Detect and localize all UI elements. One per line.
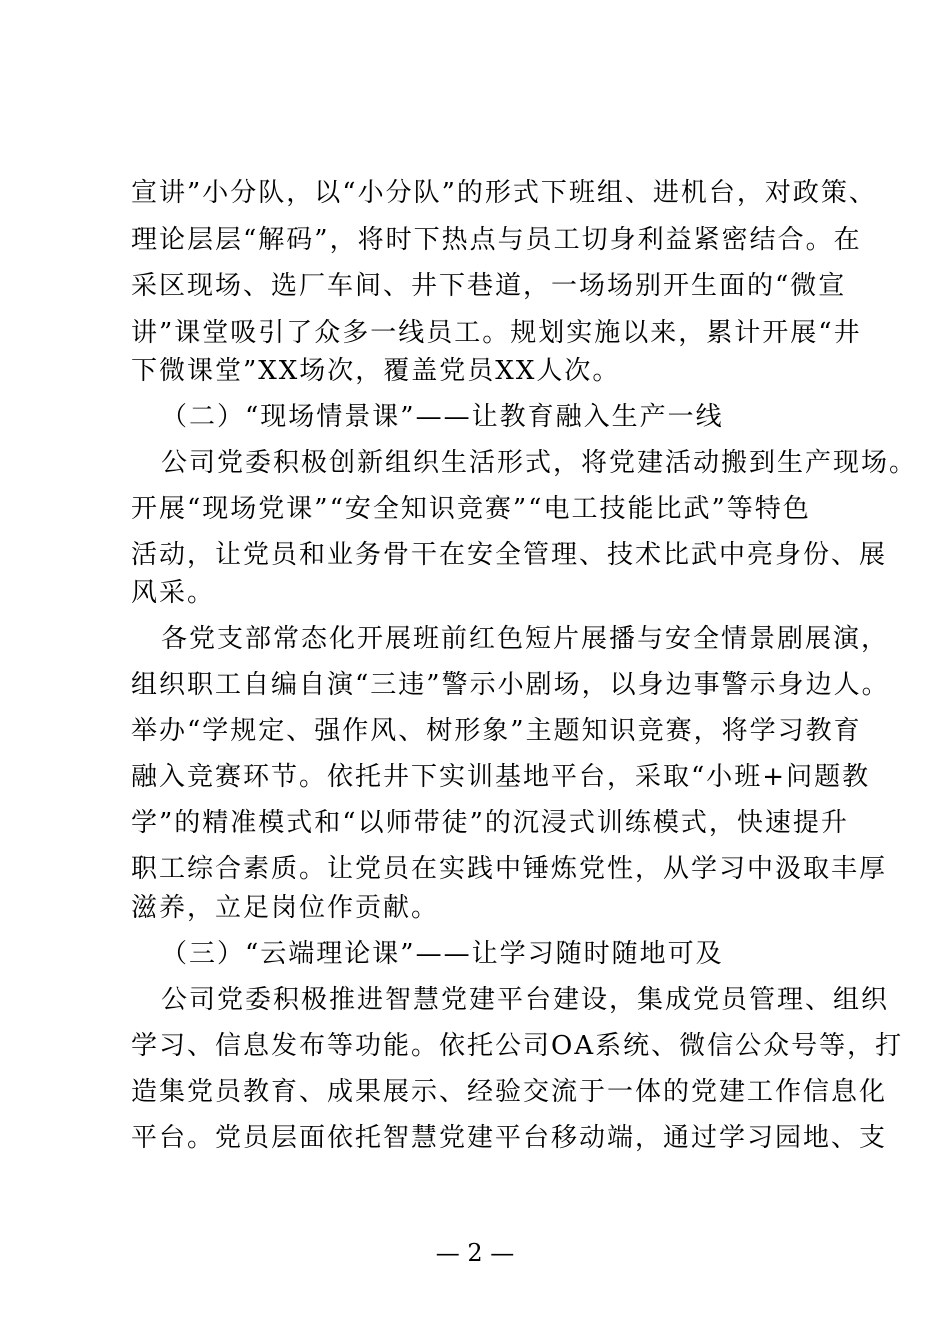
body-line: 公司党委积极创新组织生活形式，将党建活动搬到生产现场。 bbox=[161, 448, 918, 478]
body-line: 举办“学规定、强作风、树形象”主题知识竞赛，将学习教育 bbox=[131, 716, 862, 746]
body-line: 风采。 bbox=[131, 578, 216, 608]
body-line: 学习、信息发布等功能。依托公司OA系统、微信公众号等，打 bbox=[131, 1031, 904, 1061]
body-line: 讲”课堂吸引了众多一线员工。规划实施以来，累计开展“井 bbox=[131, 318, 862, 348]
page-number: — 2 — bbox=[435, 1239, 515, 1267]
body-line: 学”的精准模式和“以师带徒”的沉浸式训练模式，快速提升 bbox=[131, 808, 849, 838]
body-line: 融入竞赛环节。依托井下实训基地平台，采取“小班+问题教 bbox=[131, 762, 871, 792]
body-line: 职工综合素质。让党员在实践中锤炼党性，从学习中汲取丰厚 bbox=[131, 854, 888, 884]
body-line: 造集党员教育、成果展示、经验交流于一体的党建工作信息化 bbox=[131, 1077, 888, 1107]
body-line: 公司党委积极推进智慧党建平台建设，集成党员管理、组织 bbox=[161, 985, 890, 1015]
body-line: 下微课堂”XX场次，覆盖党员XX人次。 bbox=[131, 356, 621, 386]
body-line: 各党支部常态化开展班前红色短片展播与安全情景剧展演， bbox=[161, 624, 890, 654]
body-line: 采区现场、选厂车间、井下巷道，一场场别开生面的“微宣 bbox=[131, 271, 847, 301]
body-line: 开展“现场党课”“安全知识竞赛”“电工技能比武”等特色 bbox=[131, 494, 811, 524]
body-line: 活动，让党员和业务骨干在安全管理、技术比武中亮身份、展 bbox=[131, 540, 888, 570]
body-line: 滋养，立足岗位作贡献。 bbox=[131, 893, 440, 923]
section-heading: （二）“现场情景课”——让教育融入生产一线 bbox=[161, 402, 724, 432]
body-line: 宣讲”小分队，以“小分队”的形式下班组、进机台，对政策、 bbox=[131, 178, 877, 208]
section-heading: （三）“云端理论课”——让学习随时随地可及 bbox=[161, 939, 724, 969]
body-line: 组织职工自编自演“三违”警示小剧场，以身边事警示身边人。 bbox=[131, 670, 890, 700]
body-line: 理论层层“解码”，将时下热点与员工切身利益紧密结合。在 bbox=[131, 225, 862, 255]
body-line: 平台。党员层面依托智慧党建平台移动端，通过学习园地、支 bbox=[131, 1123, 888, 1153]
